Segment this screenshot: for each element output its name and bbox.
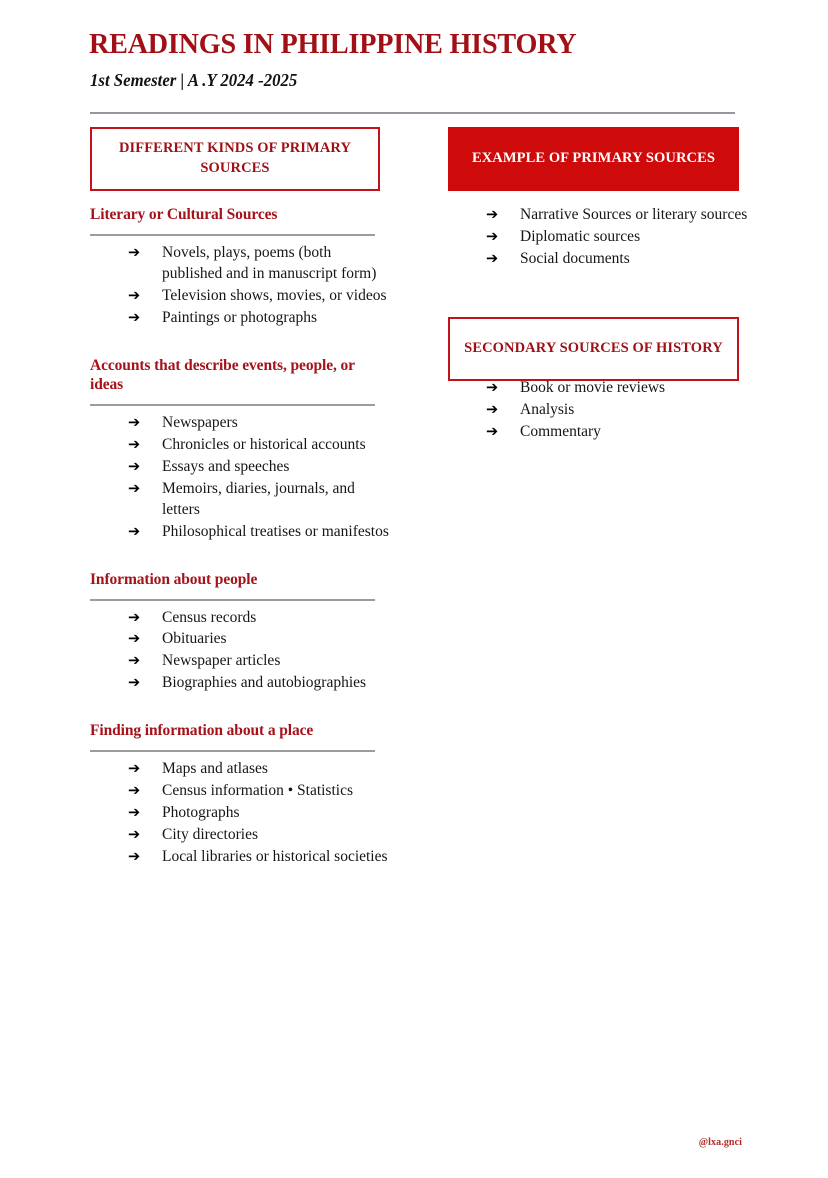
list-secondary-sources-of-history bbox=[448, 378, 748, 443]
list-item-text: Analysis bbox=[520, 400, 575, 418]
list-item-text: Television shows, movies, or videos bbox=[162, 286, 387, 304]
spacer bbox=[90, 330, 390, 356]
heading-box-example-of-primary-sources: EXAMPLE OF PRIMARY SOURCES bbox=[448, 127, 739, 191]
arrow-bullet-icon: ➔ bbox=[128, 437, 141, 454]
list-item-text: Census information • Statistics bbox=[162, 781, 353, 799]
arrow-bullet-icon: ➔ bbox=[486, 250, 499, 267]
list-item bbox=[448, 227, 748, 248]
list-item bbox=[90, 847, 390, 868]
list-item-text: Newspapers bbox=[162, 414, 238, 432]
list-item-text: Photographs bbox=[162, 803, 240, 821]
arrow-bullet-icon: ➔ bbox=[486, 401, 499, 418]
list-item bbox=[90, 803, 390, 824]
section-divider bbox=[90, 599, 375, 601]
watermark: @lxa.gnci bbox=[698, 1137, 742, 1148]
list-item-text: Chronicles or historical accounts bbox=[162, 436, 366, 454]
list-item-text: Philosophical treatises or manifestos bbox=[162, 522, 389, 540]
list-item bbox=[90, 286, 390, 307]
list-item bbox=[90, 479, 390, 521]
list-item-text: Social documents bbox=[520, 249, 630, 267]
list-item bbox=[448, 249, 748, 270]
list-item bbox=[90, 308, 390, 329]
right-column bbox=[448, 205, 748, 444]
arrow-bullet-icon: ➔ bbox=[486, 228, 499, 245]
arrow-bullet-icon: ➔ bbox=[128, 761, 141, 778]
list-item-text: Diplomatic sources bbox=[520, 227, 641, 245]
arrow-bullet-icon: ➔ bbox=[128, 309, 141, 326]
arrow-bullet-icon: ➔ bbox=[128, 848, 141, 865]
arrow-bullet-icon: ➔ bbox=[128, 675, 141, 692]
page-title: READINGS IN PHILIPPINE HISTORY bbox=[89, 28, 577, 60]
section-divider bbox=[90, 750, 375, 752]
list-literary-or-cultural-sources bbox=[90, 243, 390, 329]
list-item bbox=[90, 629, 390, 650]
list-item bbox=[90, 435, 390, 456]
list-example-of-primary-sources bbox=[448, 205, 748, 270]
section-heading: Accounts that describe events, people, or ideas bbox=[90, 356, 355, 394]
arrow-bullet-icon: ➔ bbox=[128, 459, 141, 476]
arrow-bullet-icon: ➔ bbox=[486, 207, 499, 223]
spacer bbox=[90, 544, 390, 570]
section-heading: Finding information about a place bbox=[90, 722, 314, 740]
list-item bbox=[90, 759, 390, 780]
header-divider bbox=[90, 112, 735, 114]
list-item-text: Narrative Sources or literary sources bbox=[520, 206, 748, 223]
arrow-bullet-icon: ➔ bbox=[128, 244, 141, 261]
list-item-text: City directories bbox=[162, 825, 258, 843]
arrow-bullet-icon: ➔ bbox=[486, 379, 499, 396]
list-item-text: Essays and speeches bbox=[162, 458, 290, 476]
list-item-text: Census records bbox=[162, 608, 257, 626]
left-column bbox=[90, 205, 390, 869]
list-item bbox=[90, 781, 390, 802]
list-item bbox=[90, 457, 390, 478]
list-item-text: Newspaper articles bbox=[162, 652, 281, 670]
list-item bbox=[90, 243, 390, 285]
arrow-bullet-icon: ➔ bbox=[128, 609, 141, 626]
arrow-bullet-icon: ➔ bbox=[128, 480, 141, 497]
list-item bbox=[448, 422, 748, 443]
arrow-bullet-icon: ➔ bbox=[486, 423, 499, 440]
arrow-bullet-icon: ➔ bbox=[128, 653, 141, 670]
list-item-text: Biographies and autobiographies bbox=[162, 674, 367, 692]
spacer-secondary-box bbox=[448, 271, 748, 378]
list-item bbox=[90, 522, 390, 543]
list-information-about-people bbox=[90, 608, 390, 695]
spacer bbox=[90, 695, 390, 721]
arrow-bullet-icon: ➔ bbox=[128, 804, 141, 821]
list-item bbox=[90, 651, 390, 672]
list-finding-information-about-a-place bbox=[90, 759, 390, 868]
list-item bbox=[448, 205, 748, 226]
heading-box-secondary-sources-of-history: SECONDARY SOURCES OF HISTORY bbox=[448, 317, 739, 381]
list-item-text: Commentary bbox=[520, 422, 601, 440]
list-item bbox=[448, 378, 748, 399]
arrow-bullet-icon: ➔ bbox=[128, 782, 141, 799]
list-item-text: Obituaries bbox=[162, 630, 227, 648]
list-item-text: Local libraries or historical societies bbox=[162, 847, 388, 865]
section-heading: Information about people bbox=[90, 570, 258, 588]
list-item-text: Paintings or photographs bbox=[162, 308, 317, 326]
list-item-text: Maps and atlases bbox=[162, 760, 268, 778]
arrow-bullet-icon: ➔ bbox=[128, 415, 141, 432]
list-item bbox=[90, 413, 390, 434]
section-finding-information-about-a-place bbox=[90, 721, 390, 867]
section-information-about-people bbox=[90, 570, 390, 695]
list-item-text: Memoirs, diaries, journals, and letters bbox=[162, 479, 355, 518]
list-item bbox=[90, 673, 390, 694]
list-item bbox=[90, 608, 390, 629]
arrow-bullet-icon: ➔ bbox=[128, 523, 141, 540]
section-heading: Literary or Cultural Sources bbox=[90, 206, 278, 223]
list-item-text: Novels, plays, poems (both published and in manuscript form) bbox=[162, 243, 377, 282]
arrow-bullet-icon: ➔ bbox=[128, 826, 141, 843]
arrow-bullet-icon: ➔ bbox=[128, 631, 141, 648]
section-accounts-that-describe-events bbox=[90, 356, 390, 543]
section-literary-or-cultural-sources bbox=[90, 205, 390, 329]
list-item bbox=[448, 400, 748, 421]
arrow-bullet-icon: ➔ bbox=[128, 287, 141, 304]
list-item-text: Book or movie reviews bbox=[520, 378, 666, 396]
heading-box-different-kinds-of-primary-sources: DIFFERENT KINDS OF PRIMARY SOURCES bbox=[90, 127, 380, 191]
section-divider bbox=[90, 404, 375, 406]
list-item bbox=[90, 825, 390, 846]
section-divider bbox=[90, 234, 375, 236]
page-subtitle: 1st Semester | A .Y 2024 -2025 bbox=[90, 70, 298, 90]
list-accounts-that-describe-events bbox=[90, 413, 390, 543]
